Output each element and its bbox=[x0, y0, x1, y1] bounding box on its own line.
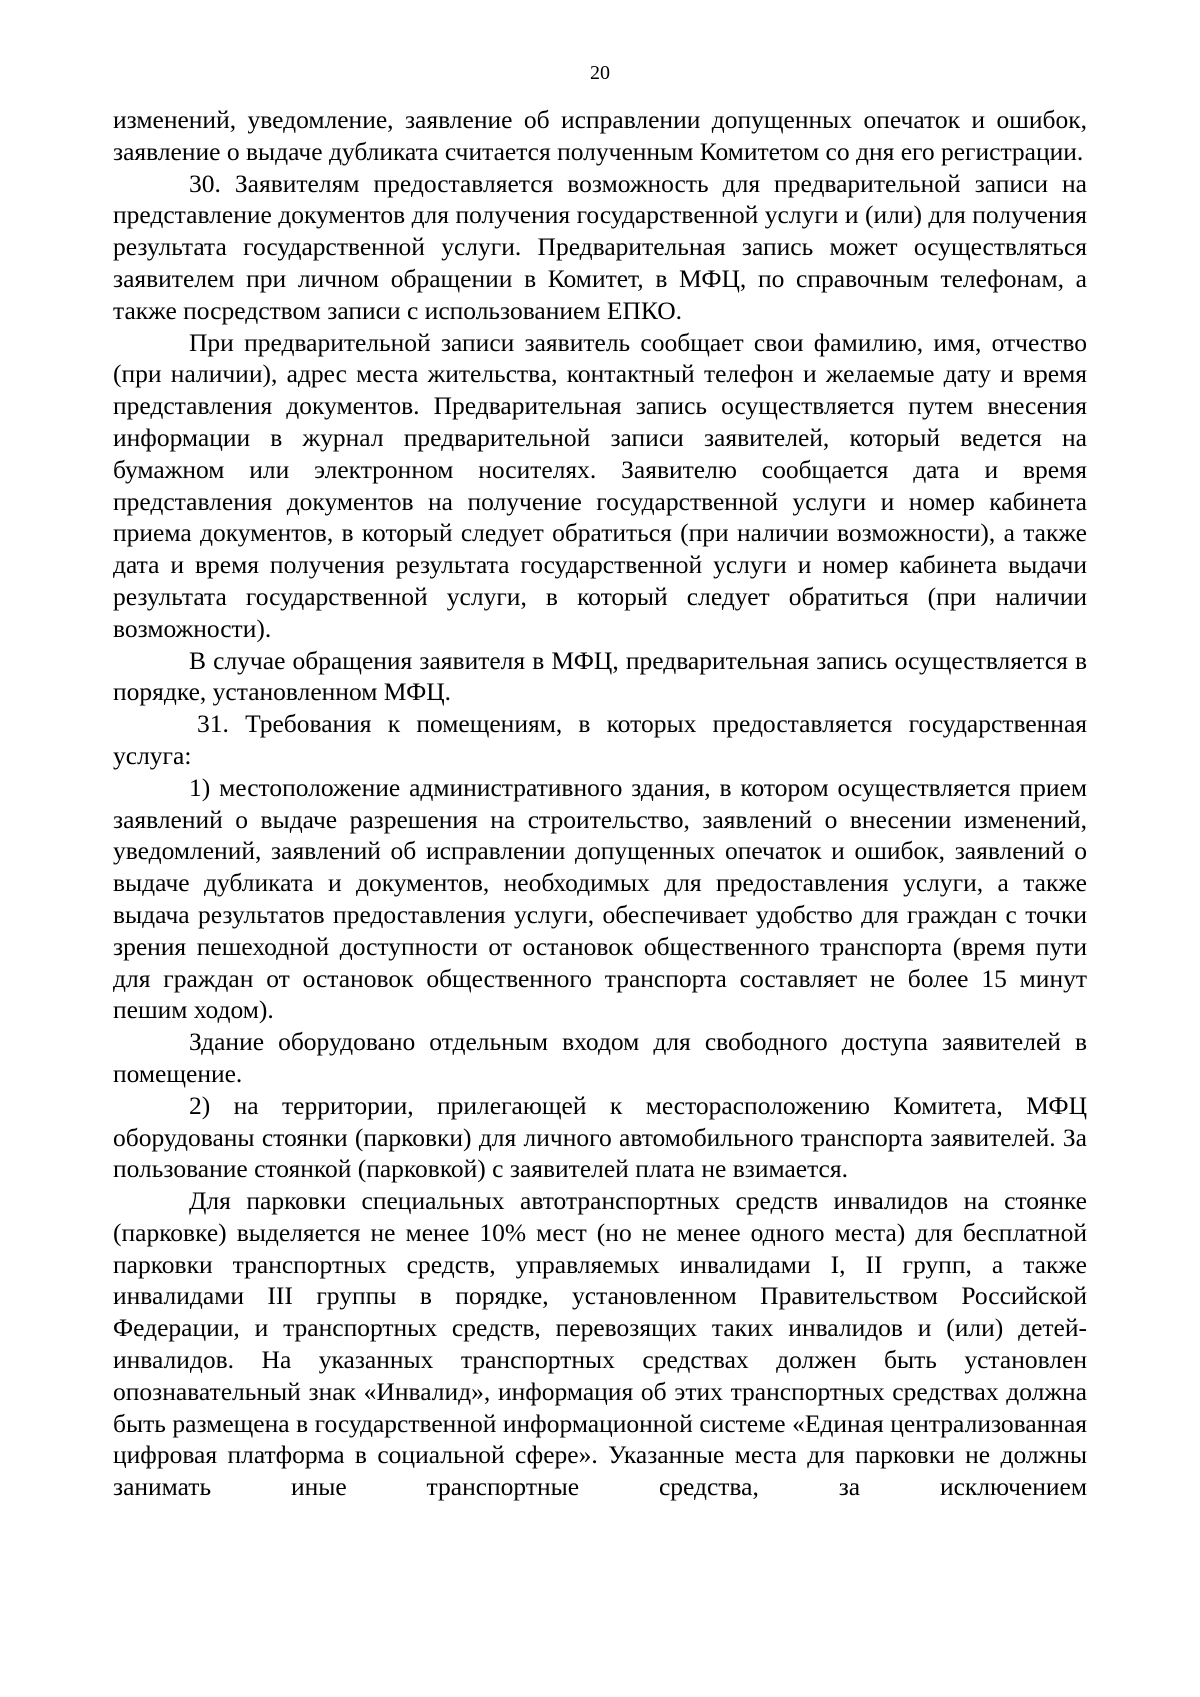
paragraph-subitem-2: 2) на территории, прилегающей к месторасположению Комитета, МФЦ оборудованы стоянки (парковки) для личного автомобильного транспорта заявителей. За пользование стоянкой (парковкой) с заявителей плата не взимается. bbox=[113, 1090, 1087, 1184]
paragraph-continuation: изменений, уведомление, заявление об исправлении допущенных опечаток и ошибок, заявление о выдаче дубликата считается полученным Комитетом со дня его регистрации. bbox=[113, 105, 1087, 166]
paragraph-mfc-record: В случае обращения заявителя в МФЦ, предварительная запись осуществляется в порядке, установленном МФЦ. bbox=[113, 645, 1087, 707]
document-body bbox=[113, 104, 1087, 1503]
paragraph-item-30: 30. Заявителям предоставляется возможность для предварительной записи на представление документов для получения государственной услуги и (или) для получения результата государственной услуги. Предварительная запись может осуществляться заявителем при личном обращении в Комитет, в МФЦ, по справочным телефонам, а также посредством записи с использованием ЕПКО. bbox=[113, 168, 1087, 325]
paragraph-subitem-1: 1) местоположение административного здания, в котором осуществляется прием заявлений о выдаче разрешения на строительство, заявлений о внесении изменений, уведомлений, заявлений об исправлении допущенных опечаток и ошибок, заявлений о выдаче дубликата и документов, необходимых для предоставления услуги, а также выдача результатов предоставления услуги, обеспечивает удобство для граждан с точки зрения пешеходной доступности от остановок общественного транспорта (время пути для граждан от остановок общественного транспорта составляет не более 15 минут пешим ходом). bbox=[113, 772, 1087, 1025]
paragraph-preliminary-record: При предварительной записи заявитель сообщает свои фамилию, имя, отчество (при наличии), адрес места жительства, контактный телефон и желаемые дату и время представления документов. Предварительная запись осуществляется путем внесения информации в журнал предварительной записи заявителей, который ведется на бумажном или электронном носителях. Заявителю сообщается дата и время представления документов на получение государственной услуги и номер кабинета приема документов, в который следует обратиться (при наличии возможности), а также дата и время получения результата государственной услуги и номер кабинета выдачи результата государственной услуги, в который следует обратиться (при наличии возможности). bbox=[113, 327, 1087, 643]
page-number: 20 bbox=[590, 62, 610, 84]
paragraph-building-entrance: Здание оборудовано отдельным входом для свободного доступа заявителей в помещение. bbox=[113, 1027, 1087, 1088]
paragraph-disabled-parking: Для парковки специальных автотранспортных средств инвалидов на стоянке (парковке) выделяется не менее 10% мест (но не менее одного места) для бесплатной парковки транспортных средств, управляемых инвалидами I, II групп, а также инвалидами III группы в порядке, установленном Правительством Российской Федерации, и транспортных средств, перевозящих таких инвалидов и (или) детей-инвалидов. На указанных транспортных средствах должен быть установлен опознавательный знак «Инвалид», информация об этих транспортных средствах должна быть размещена в государственной информационной системе «Единая централизованная цифровая платформа в социальной сфере». Указанные места для парковки не должны занимать иные транспортные средства, за исключением bbox=[113, 1186, 1087, 1502]
paragraph-item-31: 31. Требования к помещениям, в которых предоставляется государственная услуга: bbox=[113, 709, 1087, 770]
